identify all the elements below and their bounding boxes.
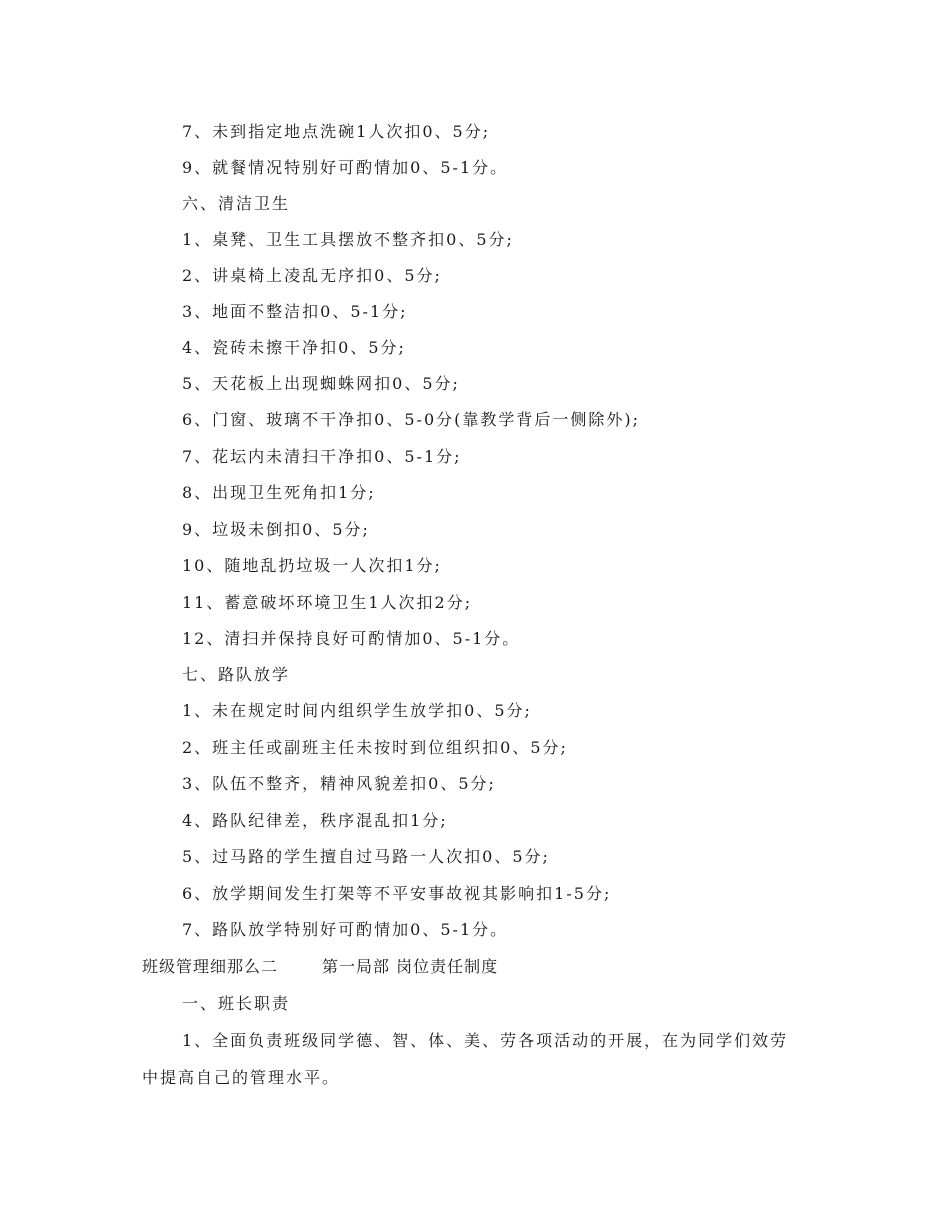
text-line: 10、随地乱扔垃圾一人次扣1分; (182, 556, 442, 575)
text-line: 12、清扫并保持良好可酌情加0、5-1分。 (182, 629, 521, 648)
text-line: 11、蓄意破坏环境卫生1人次扣2分; (182, 593, 473, 612)
text-line: 3、队伍不整齐，精神风貌差扣0、5分; (182, 774, 496, 793)
text-line: 2、班主任或副班主任未按时到位组织扣0、5分; (182, 738, 568, 757)
text-line: 8、出现卫生死角扣1分; (182, 483, 376, 502)
section-heading: 七、路队放学 (182, 665, 291, 684)
text-line: 6、门窗、玻璃不干净扣0、5-0分(靠教学背后一侧除外); (182, 410, 641, 429)
subheading: 一、班长职责 (182, 994, 291, 1013)
text-line: 1、未在规定时间内组织学生放学扣0、5分; (182, 701, 532, 720)
section-heading: 六、清洁卫生 (182, 194, 291, 213)
text-line: 6、放学期间发生打架等不平安事故视其影响扣1-5分; (182, 884, 612, 903)
text-line: 7、路队放学特别好可酌情加0、5-1分。 (182, 920, 509, 939)
section-title (142, 957, 498, 977)
text-line: 3、地面不整洁扣0、5-1分; (182, 302, 408, 321)
text-line: 4、路队纪律差，秩序混乱扣1分; (182, 811, 448, 830)
text-line: 5、天花板上出现蜘蛛网扣0、5分; (182, 374, 460, 393)
text-line: 5、过马路的学生擅自过马路一人次扣0、5分; (182, 847, 550, 866)
section-title-left: 班级管理细那么二 (142, 957, 279, 976)
text-line: 4、瓷砖未擦干净扣0、5分; (182, 338, 406, 357)
text-line: 9、垃圾未倒扣0、5分; (182, 520, 370, 539)
text-line: 1、桌凳、卫生工具摆放不整齐扣0、5分; (182, 230, 514, 249)
text-line: 2、讲桌椅上凌乱无序扣0、5分; (182, 266, 442, 285)
text-line: 9、就餐情况特别好可酌情加0、5-1分。 (182, 158, 509, 177)
text-line: 7、未到指定地点洗碗1人次扣0、5分; (182, 122, 491, 141)
section-title-right: 第一局部 岗位责任制度 (322, 957, 499, 976)
paragraph-line: 中提高自己的管理水平。 (142, 1068, 341, 1087)
text-line: 7、花坛内未清扫干净扣0、5-1分; (182, 447, 462, 466)
paragraph-line: 1、全面负责班级同学德、智、体、美、劳各项活动的开展，在为同学们效劳 (182, 1031, 789, 1050)
